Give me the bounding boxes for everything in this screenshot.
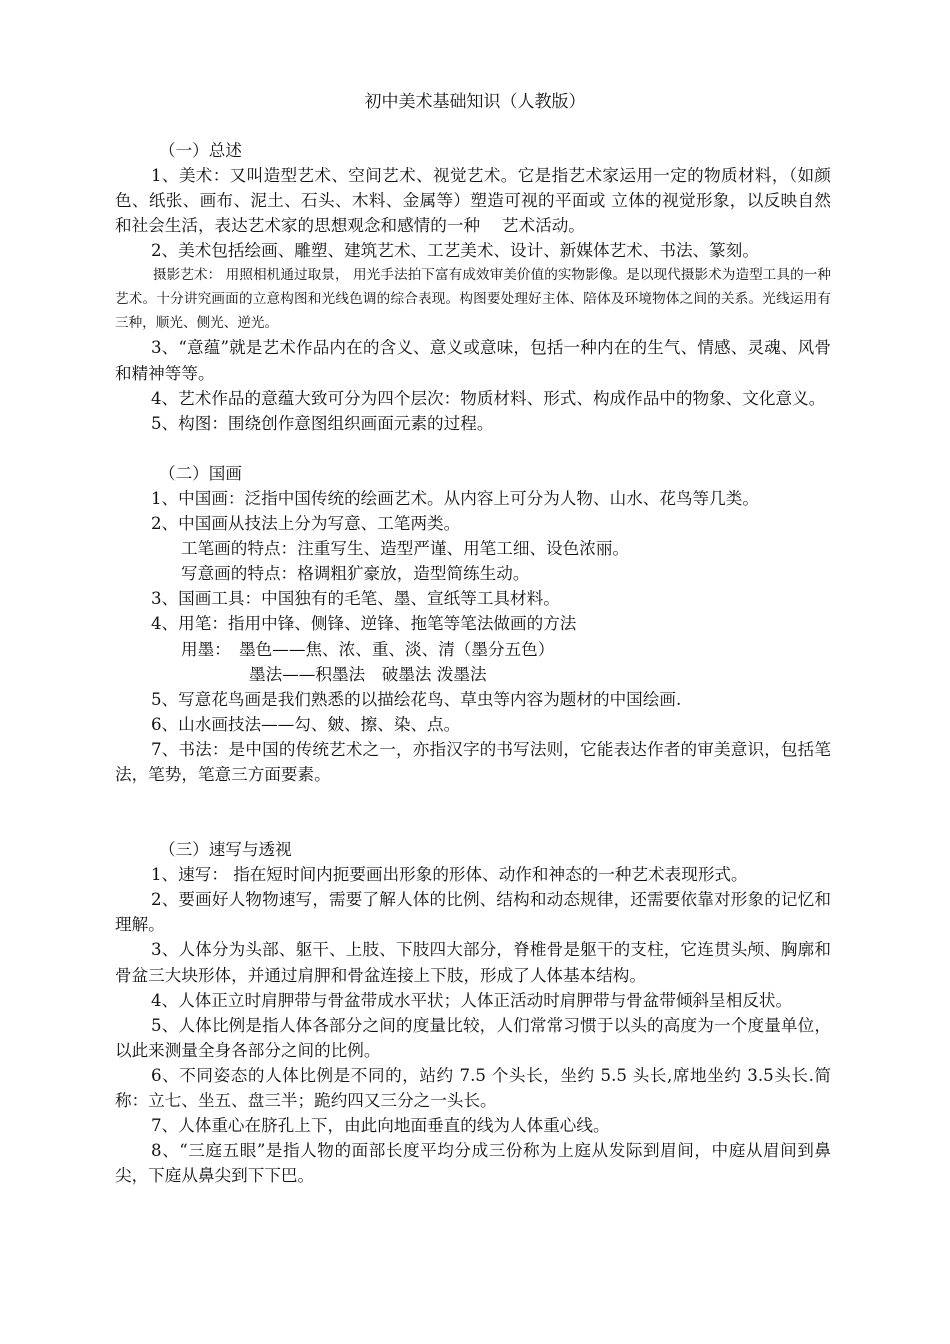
paragraph: 1、中国画：泛指中国传统的绘画艺术。从内容上可分为人物、山水、花鸟等几类。 <box>151 488 759 508</box>
paragraph: 2、要画好人物物速写，需要了解人体的比例、结构和动态规律，还需要依靠对形象的记忆和理解。 <box>115 890 831 935</box>
paragraph-sub: 用墨： 墨色——焦、浓、重、淡、清（墨分五色） <box>181 639 555 659</box>
section-gap <box>115 436 831 461</box>
paragraph: 4、艺术作品的意蕴大致可分为四个层次：物质材料、形式、构成作品中的物象、文化意义。 <box>151 388 826 408</box>
section-gap <box>115 787 831 837</box>
paragraph: 5、写意花鸟画是我们熟悉的以描绘花鸟、草虫等内容为题材的中国绘画. <box>151 689 682 709</box>
paragraph: 4、人体正立时肩胛带与骨盆带成水平状；人体正活动时肩胛带与骨盆带倾斜呈相反状。 <box>151 990 793 1010</box>
paragraph: 2、中国画从技法上分为写意、工笔两类。 <box>151 514 461 534</box>
paragraph: 3、人体分为头部、躯干、上肢、下肢四大部分，脊椎骨是躯干的支柱，它连贯头颅、胸廓和骨盆三大块形体，并通过肩胛和骨盆连接上下肢，形成了人体基本结构。 <box>115 940 831 985</box>
paragraph: 7、人体重心在脐孔上下，由此向地面垂直的线为人体重心线。 <box>151 1116 610 1136</box>
paragraph: 2、美术包括绘画、雕塑、建筑艺术、工艺美术、设计、新媒体艺术、书法、篆刻。 <box>151 241 759 261</box>
paragraph: 1、速写： 指在短时间内扼要画出形象的形体、动作和神态的一种艺术表现形式。 <box>151 865 748 885</box>
paragraph-photography: 摄影艺术： 用照相机通过取景， 用光手法拍下富有成效审美价值的实物影像。是以现代摄影术为造型工具的一种艺术。十分讲究画面的立意构图和光线色调的综合表现。构图要处理好主体、陪体及环境物体之间的关系。光线运用有三种，顺光、侧光、逆光。 <box>115 267 831 332</box>
section-heading-chinese-painting: （二）国画 <box>159 463 242 483</box>
paragraph: 6、不同姿态的人体比例是不同的，站约 7.5 个头长，坐约 5.5 头长,席地坐约 3.5头长.简称：立七、坐五、盘三半；跪约四又三分之一头长。 <box>115 1065 831 1110</box>
paragraph-sub: 工笔画的特点：注重写生、造型严谨、用笔工细、设色浓丽。 <box>181 539 630 559</box>
paragraph-sub: 写意画的特点：格调粗犷豪放，造型简练生动。 <box>181 564 530 584</box>
section-heading-sketch-perspective: （三）速写与透视 <box>159 840 292 860</box>
paragraph: 1、美术：又叫造型艺术、空间艺术、视觉艺术。它是指艺术家运用一定的物质材料，（如颜色、纸张、画布、泥土、石头、木料、金属等）塑造可视的平面或 立体的视觉形象，以反映自然和社会生活，表达艺术家的思想观念和感情的一种 艺术活动。 <box>115 166 831 236</box>
paragraph: 5、构图：围绕创作意图组织画面元素的过程。 <box>151 413 494 433</box>
paragraph: 6、山水画技法——勾、皴、擦、染、点。 <box>151 714 461 734</box>
section-heading-overview: （一）总述 <box>159 141 242 160</box>
paragraph-sub: 墨法——积墨法 破墨法 泼墨法 <box>249 664 487 684</box>
document-body <box>115 138 831 1188</box>
document-title: 初中美术基础知识（人教版） <box>364 92 586 112</box>
paragraph: 4、用笔：指用中锋、侧锋、逆锋、拖笔等笔法做画的方法 <box>151 614 577 634</box>
paragraph: 3、国画工具：中国独有的毛笔、墨、宣纸等工具材料。 <box>151 589 560 609</box>
paragraph: 8、“三庭五眼”是指人物的面部长度平均分成三份称为上庭从发际到眉间，中庭从眉间到鼻尖，下庭从鼻尖到下下巴。 <box>115 1141 831 1186</box>
paragraph: 5、人体比例是指人体各部分之间的度量比较，人们常常习惯于以头的高度为一个度量单位， 以此来测量全身各部分之间的比例。 <box>115 1015 831 1060</box>
paragraph: 7、书法：是中国的传统艺术之一，亦指汉字的书写法则，它能表达作者的审美意识，包括笔法，笔势，笔意三方面要素。 <box>115 739 831 784</box>
paragraph: 3、“意蕴”就是艺术作品内在的含义、意义或意味，包括一种内在的生气、情感、灵魂、风骨和精神等等。 <box>115 338 831 383</box>
